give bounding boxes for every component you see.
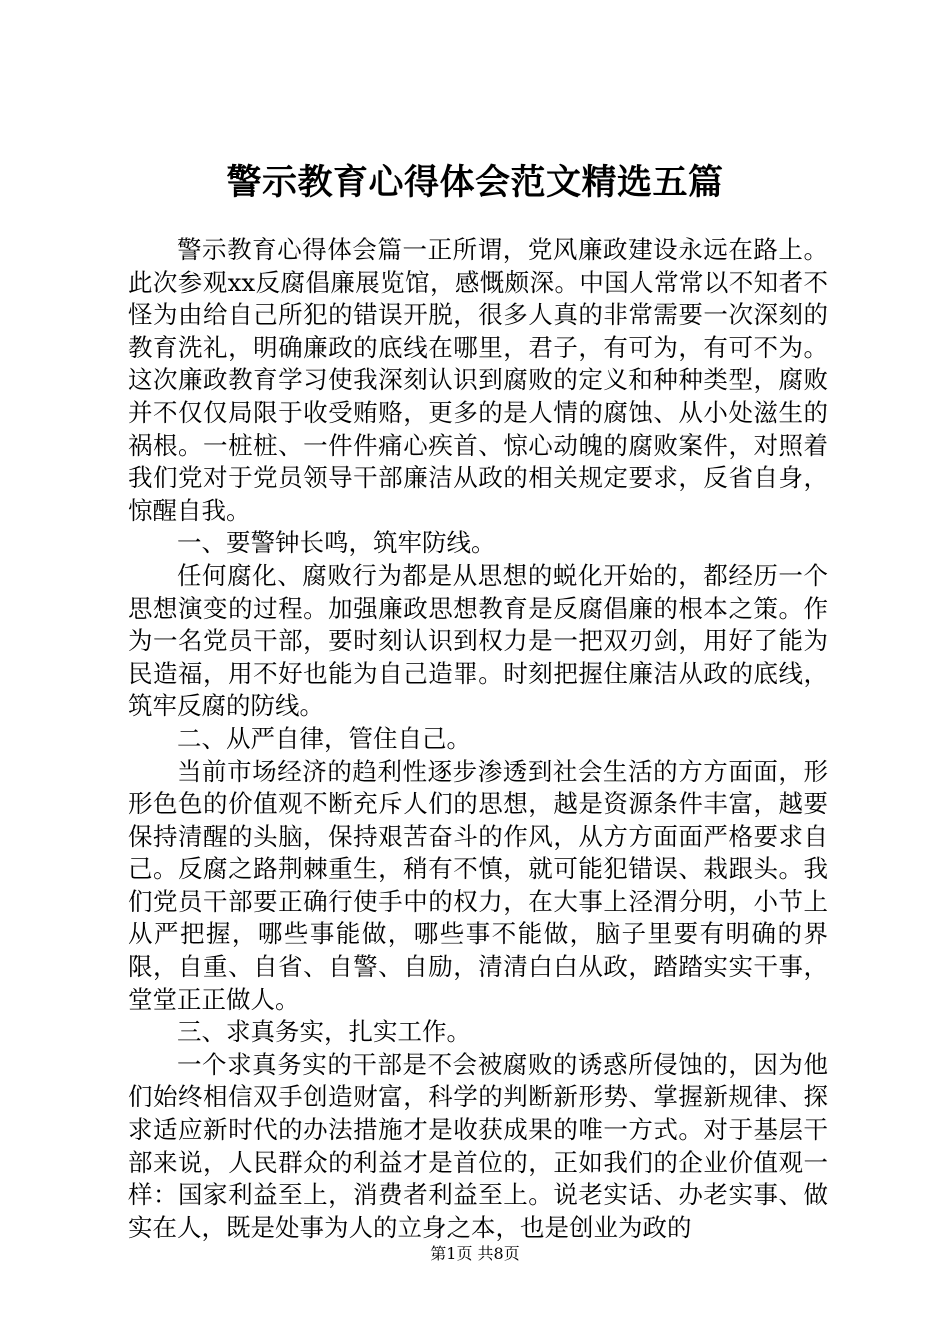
page-number-footer: 第1页 共8页 [430, 1244, 520, 1263]
section-heading-3: 三、求真务实，扎实工作。 [177, 1017, 471, 1047]
section-heading-2: 二、从严自律，管住自己。 [177, 723, 471, 753]
paragraph-section-1: 任何腐化、腐败行为都是从思想的蜕化开始的，都经历一个思想演变的过程。加强廉政思想教育是反腐倡廉的根本之策。作为一名党员干部，要时刻认识到权力是一把双刃剑，用好了能为民造福，用不好也能为自己造罪。时刻把握住廉洁从政的底线，筑牢反腐的防线。 [128, 560, 828, 721]
paragraph-intro: 警示教育心得体会篇一正所谓，党风廉政建设永远在路上。此次参观xx反腐倡廉展览馆，感慨颇深。中国人常常以不知者不怪为由给自己所犯的错误开脱，很多人真的非常需要一次深刻的教育洗礼，明确廉政的底线在哪里，君子，有可为，有可不为。这次廉政教育学习使我深刻认识到腐败的定义和种种类型，腐败并不仅仅局限于收受贿赂，更多的是人情的腐蚀、从小处滋生的祸根。一桩桩、一件件痛心疾首、惊心动魄的腐败案件，对照着我们党对于党员领导干部廉洁从政的相关规定要求，反省自身，惊醒自我。 [128, 235, 828, 525]
paragraph-section-3: 一个求真务实的干部是不会被腐败的诱惑所侵蚀的，因为他们始终相信双手创造财富，科学的判断新形势、掌握新规律、探求适应新时代的办法措施才是收获成果的唯一方式。对于基层干部来说，人民群众的利益才是首位的，正如我们的企业价值观一样：国家利益至上，消费者利益至上。说老实话、办老实事、做实在人，既是处事为人的立身之本，也是创业为政的 [128, 1049, 828, 1242]
document-body [128, 234, 828, 1244]
document-title: 警示教育心得体会范文精选五篇 [226, 162, 724, 203]
paragraph-section-2: 当前市场经济的趋利性逐步渗透到社会生活的方方面面，形形色色的价值观不断充斥人们的思想，越是资源条件丰富，越要保持清醒的头脑，保持艰苦奋斗的作风，从方方面面严格要求自己。反腐之路荆棘重生，稍有不慎，就可能犯错误、栽跟头。我们党员干部要正确行使手中的权力，在大事上泾渭分明，小节上从严把握，哪些事能做，哪些事不能做，脑子里要有明确的界限，自重、自省、自警、自励，清清白白从政，踏踏实实干事，堂堂正正做人。 [128, 756, 828, 1014]
section-heading-1: 一、要警钟长鸣，筑牢防线。 [177, 528, 496, 558]
